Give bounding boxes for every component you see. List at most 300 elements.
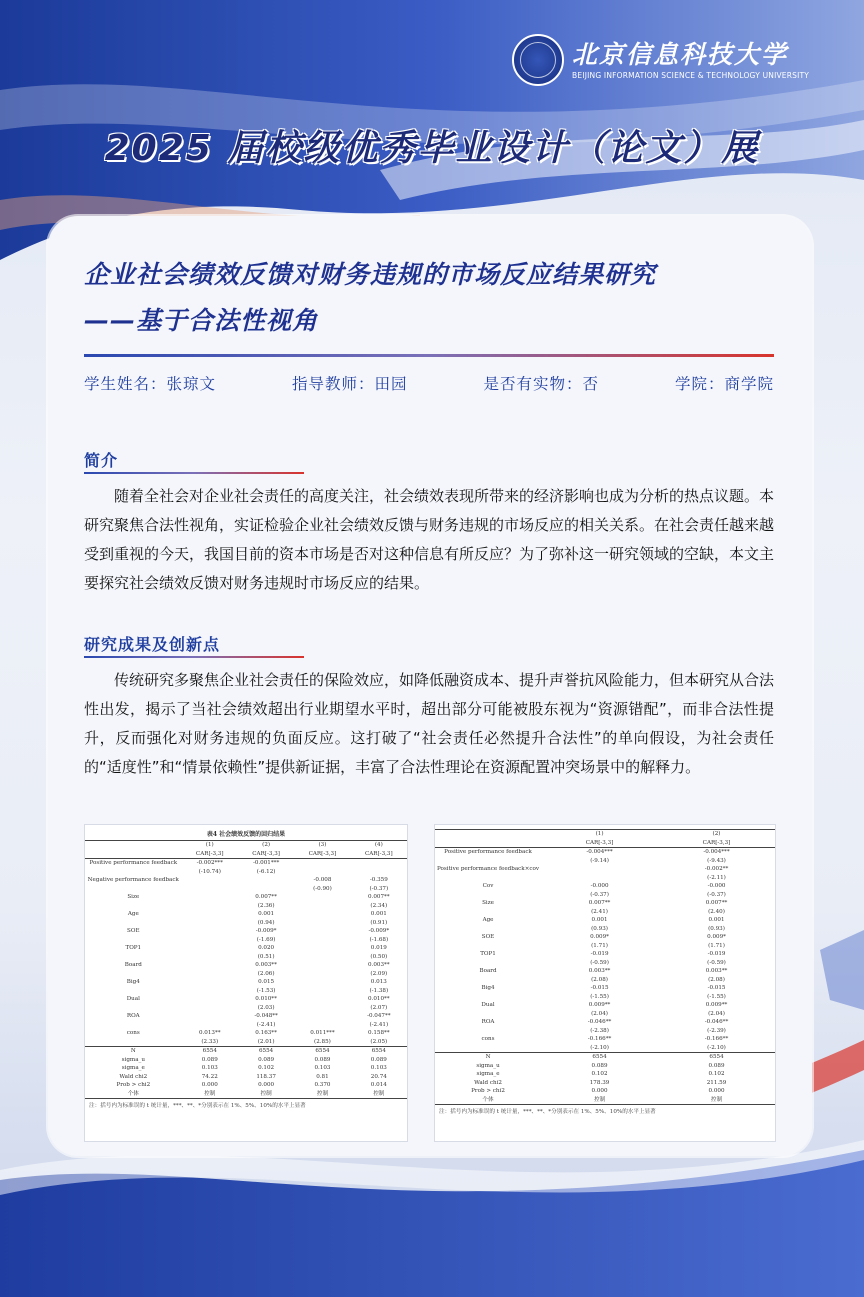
table_right-cell: (-2.10) <box>707 1044 726 1051</box>
table_left-cell: (-1.69) <box>256 936 276 943</box>
table_right-row <box>435 1001 775 1010</box>
table_right-cell: (0.93) <box>708 925 725 932</box>
table_left-cell: 0.020 <box>258 945 275 951</box>
student-name: 学生姓名：张琼文 <box>84 375 217 393</box>
table_right-row-label <box>435 1027 541 1036</box>
table_left-cell <box>238 876 294 885</box>
table_right-row <box>435 908 775 917</box>
table_right-stat-cell: 211.59 <box>706 1079 727 1086</box>
table_left-cell: (0.91) <box>370 919 388 926</box>
table_right-cell: (2.41) <box>591 908 608 915</box>
table_left-col-num: (4) <box>351 841 407 850</box>
table_left-header-nums <box>85 841 407 850</box>
table_left-stat-cell: 6554 <box>182 1047 238 1056</box>
table_left-stat-cell: 0.81 <box>316 1073 329 1080</box>
table_left-cell: (2.36) <box>257 902 275 909</box>
table_left-stat-row <box>85 1081 407 1090</box>
regression-table-left <box>84 824 408 1142</box>
results-paragraph: 传统研究多聚焦企业社会责任的保险效应，如降低融资成本、提升声誉抗风险能力，但本研究从合法性出发，揭示了当社会绩效超出行业期望水平时，超出部分可能被股东视为“资源错配”，而非合法性提升，反而强化对财务违规的负面反应。这打破了“社会责任必然提升合法性”的单向假设，为社会责任的“适度性”和“情景依赖性”提供新证据，丰富了合法性理论在资源配置冲突场景中的解释力。 <box>84 671 775 776</box>
table_left-stat-cell: 6554 <box>238 1047 294 1056</box>
table_right-row-label <box>435 1010 541 1019</box>
table_right-row <box>435 857 775 866</box>
table_right-stat-label: 个体 <box>482 1096 494 1103</box>
table_right-cell: (0.93) <box>591 925 608 932</box>
table_left-cell: -0.002*** <box>196 860 223 866</box>
table_right-cell: -0.046** <box>587 1019 612 1025</box>
table_right-cell: 0.009* <box>590 934 609 940</box>
table_left-stat-cell: 0.089 <box>370 1056 387 1063</box>
table-right-note: 注：括号内为标准误的 t 统计量，***、**、*分别表示在 1%、5%、10%的水平上显著 <box>435 1104 775 1117</box>
table_left-cell <box>294 995 350 1004</box>
table_right-cell: (-9.43) <box>707 857 726 864</box>
table_right-row <box>435 1010 775 1019</box>
table_left-col-head: CAR[-3,3] <box>294 850 350 859</box>
table_right-row-label: Dual <box>481 1002 495 1008</box>
table_left-cell: 0.001 <box>258 911 275 917</box>
table_left-row <box>85 987 407 996</box>
paper-title <box>84 252 784 344</box>
table_right-col-num: (1) <box>541 830 658 839</box>
regression-table-right <box>434 824 776 1142</box>
table_right-cell: 0.009* <box>707 934 726 940</box>
table_right-row-label: TOP1 <box>480 951 496 957</box>
table_left-cell <box>182 919 238 928</box>
table_left-stat-cell: 控制 <box>260 1090 272 1097</box>
table_right-row <box>435 1035 775 1044</box>
table_left-cell <box>351 859 407 868</box>
table_left-cell: (-0.90) <box>313 885 332 892</box>
table_left-cell: 0.001 <box>370 911 387 917</box>
table_right-cell: -0.000 <box>590 883 609 889</box>
table_right-cell: (2.08) <box>708 976 725 983</box>
table_left-row-label: cons <box>126 1030 140 1036</box>
table_right-stat-row <box>435 1096 775 1105</box>
poster-card <box>48 216 812 1156</box>
table_right-row-label <box>435 976 541 985</box>
table_right-row <box>435 891 775 900</box>
table_left-row-label: Age <box>127 911 139 917</box>
table_left-stat-cell: 0.103 <box>201 1065 218 1071</box>
table_left-cell: 0.007** <box>255 894 277 900</box>
table_left-cell: (-6.12) <box>256 868 276 875</box>
table_right-stat-cell: 0.089 <box>591 1062 608 1069</box>
table_left-row <box>85 919 407 928</box>
table_left-cell <box>238 885 294 894</box>
table_left-cell <box>294 1012 350 1021</box>
table_right-cell: -0.000 <box>707 883 726 889</box>
table_left-cell <box>182 944 238 953</box>
table_left-stat-label: sigma_e <box>121 1065 145 1071</box>
table_right-stat-label: Prob > chi2 <box>471 1088 505 1094</box>
table_left-stat-cell: 0.014 <box>370 1082 387 1088</box>
table_right-cell: (-0.59) <box>590 959 609 966</box>
table_right-row <box>435 993 775 1002</box>
table_left-row <box>85 936 407 945</box>
table_right-stat-row <box>435 1087 775 1096</box>
table_right-stat-label: N <box>435 1053 541 1062</box>
table_left-row-label: SOE <box>127 928 140 934</box>
university-name-en: BEIJING INFORMATION SCIENCE & TECHNOLOGY UNIVERSITY <box>572 70 810 80</box>
table_right-row <box>435 865 775 874</box>
table_left-cell: -0.009* <box>368 928 390 934</box>
table_right-cell: -0.015 <box>707 985 726 991</box>
table_left-col-num: (3) <box>294 841 350 850</box>
table_left-stat-row <box>85 1047 407 1056</box>
table_left-cell: 0.010** <box>368 996 390 1002</box>
table_left-stat-row <box>85 1073 407 1082</box>
table_right-row-label <box>435 925 541 934</box>
table_left-row <box>85 1012 407 1021</box>
table_left-stat-row <box>85 1090 407 1099</box>
table_left-cell <box>294 936 350 945</box>
table_left-row-label <box>85 936 182 945</box>
table_left-row-label: Big4 <box>126 979 140 985</box>
table_right-row-label <box>435 959 541 968</box>
table_right-row <box>435 925 775 934</box>
table_left-cell: 0.015 <box>258 979 275 985</box>
intro-heading: 简介 <box>84 451 119 470</box>
table_left-cell <box>294 927 350 936</box>
table_right-row <box>435 848 775 857</box>
table_left-cell: (-2.41) <box>256 1021 276 1028</box>
table_left-col-num: (1) <box>182 841 238 850</box>
table_left-corner <box>85 841 182 850</box>
table_right-cell: 0.003** <box>588 968 611 974</box>
table_right-row <box>435 916 775 925</box>
table_left-cell <box>294 987 350 996</box>
table_left-row-label <box>85 885 182 894</box>
table_left-col-head: CAR[-3,3] <box>182 850 238 859</box>
table_left-cell <box>294 944 350 953</box>
table_left-cell <box>294 868 350 877</box>
table_right-stat-label: Wald chi2 <box>474 1079 502 1086</box>
table_right-row-label <box>435 874 541 883</box>
table_right-corner <box>435 830 541 839</box>
table_left-cell <box>294 902 350 911</box>
table_left-cell: (2.07) <box>370 1004 388 1011</box>
table_left-stat-cell: 0.103 <box>370 1065 387 1071</box>
table_right-stat-cell: 0.089 <box>708 1062 725 1069</box>
table_left-cell: (2.34) <box>370 902 388 909</box>
table_left-cell: 0.158** <box>368 1030 390 1036</box>
table_right-cell: (-2.11) <box>707 874 726 881</box>
table_right-cell: -0.166** <box>704 1036 729 1042</box>
university-seal-icon <box>512 34 564 86</box>
table_left-row <box>85 902 407 911</box>
table_left-stat-cell: 6554 <box>294 1047 350 1056</box>
table_right-row <box>435 959 775 968</box>
table_right-stat-cell: 0.000 <box>708 1088 725 1094</box>
table_right-stat-cell: 控制 <box>710 1096 723 1103</box>
table_right-cell: -0.019 <box>707 951 726 957</box>
table_left-cell <box>182 961 238 970</box>
table_right-cell: 0.003** <box>705 968 728 974</box>
table_left-stat-cell: 0.000 <box>201 1082 218 1088</box>
table_left-cell: (-1.53) <box>256 987 276 994</box>
table_left-stat-cell: 0.102 <box>258 1065 275 1071</box>
table_right-row-label: Big4 <box>481 985 495 991</box>
table-left-caption: 表4 社会绩效反馈的回归结果 <box>206 831 286 838</box>
table_right-cell: (2.08) <box>591 976 608 983</box>
table_left-row <box>85 961 407 970</box>
table_left-stat-label: Prob > chi2 <box>116 1082 151 1088</box>
table_left-row-label: Dual <box>126 996 140 1002</box>
table_left-cell: 0.010** <box>255 996 277 1002</box>
table_right-cell: (-9.14) <box>590 857 609 864</box>
table_left-cell: (2.01) <box>257 1038 275 1045</box>
table_right-cell: -0.015 <box>590 985 609 991</box>
table_right-stat-cell: 控制 <box>593 1096 606 1103</box>
table_left-cell: 0.011*** <box>310 1030 335 1036</box>
table_left-cell <box>294 961 350 970</box>
table_left-cell <box>182 885 238 894</box>
table_left-cell: -0.008 <box>313 877 332 883</box>
table_left-stat-cell: 控制 <box>316 1090 329 1097</box>
table_left-cell: (2.85) <box>314 1038 331 1045</box>
table-left-note: 注：括号内为标准误的 t 统计量，***、**、*分别表示在 1%、5%、10%的水平上显著 <box>85 1098 407 1111</box>
table_left-row <box>85 978 407 987</box>
table_left-row <box>85 1038 407 1047</box>
exhibition-title: 2025 届校级优秀毕业设计（论文）展 <box>104 128 760 169</box>
table_left-cell <box>294 978 350 987</box>
table_right-row <box>435 984 775 993</box>
table_left-cell: -0.359 <box>369 877 388 883</box>
table_left-stat-cell: 0.000 <box>258 1082 275 1088</box>
table_left-row <box>85 1004 407 1013</box>
table_left-cell <box>294 1021 350 1030</box>
table_right-cell: -0.004*** <box>586 849 613 855</box>
table_right-cell: (-2.38) <box>590 1027 609 1034</box>
paper-title-line1: 企业社会绩效反馈对财务违规的市场反应结果研究 <box>84 260 657 289</box>
table_right-row-label <box>435 857 541 866</box>
table_left-stat-label: sigma_u <box>121 1056 145 1063</box>
table_right-row-label: Positive performance feedback×cov <box>437 866 540 872</box>
table_left-cell: 0.003** <box>255 962 277 968</box>
table_right-cell <box>541 874 658 883</box>
table_left-cell <box>294 953 350 962</box>
table_right-corner <box>435 839 541 848</box>
table_left-cell: (0.50) <box>370 953 388 960</box>
table_right-cell: (2.04) <box>708 1010 725 1017</box>
table_left-cell: (-0.37) <box>369 885 389 892</box>
table_left-col-num: (2) <box>238 841 294 850</box>
results-underline <box>84 656 304 658</box>
table_left-stat-cell: 118.37 <box>256 1073 276 1080</box>
table_left-cell: (0.51) <box>257 953 275 960</box>
table_right-row-label <box>435 942 541 951</box>
table_left-row-label: TOP1 <box>125 945 142 951</box>
table_right-col-head: CAR[-3,3] <box>541 839 658 848</box>
table_right-cell: (-0.37) <box>590 891 609 898</box>
table_left-stat-cell: 20.74 <box>370 1073 387 1080</box>
table_left-cell: (-1.38) <box>369 987 389 994</box>
table_right-cell: 0.007** <box>588 900 611 906</box>
table_right-stat-cell: 178.39 <box>589 1079 610 1086</box>
table_right-cell <box>541 865 658 874</box>
table_right-stat-cell: 6554 <box>658 1053 775 1062</box>
table_right-stat-row <box>435 1053 775 1062</box>
table_left-cell: (2.05) <box>370 1038 388 1045</box>
table_left-row <box>85 859 407 868</box>
table_left-cell: 0.013 <box>370 979 387 985</box>
results-heading: 研究成果及创新点 <box>84 635 221 654</box>
table_left-cell <box>294 970 350 979</box>
table_right-header-nums <box>435 830 775 839</box>
table_left-cell: -0.048** <box>254 1013 278 1019</box>
table_left-cell <box>182 970 238 979</box>
table_left-header-vars <box>85 850 407 859</box>
table_left-cell <box>294 910 350 919</box>
table_right-cell: -0.019 <box>590 951 609 957</box>
table_left-stat-label: N <box>85 1047 182 1056</box>
table_left-row <box>85 953 407 962</box>
table_left-row-label: Negative performance feedback <box>87 877 179 883</box>
table_right-cell: 0.001 <box>708 917 725 923</box>
table_left-row <box>85 1021 407 1030</box>
table_left-corner <box>85 850 182 859</box>
table_right-cell: (2.40) <box>708 908 725 915</box>
table_right-row <box>435 1044 775 1053</box>
table_right-cell: (-1.55) <box>707 993 726 1000</box>
table_left-row-label <box>85 868 182 877</box>
table_left-stat-cell: 0.089 <box>201 1056 218 1063</box>
table_right-cell: (-0.37) <box>707 891 726 898</box>
table_left-row-label <box>85 1021 182 1030</box>
table_left-cell <box>182 893 238 902</box>
table_right-stat-label: sigma_u <box>476 1062 500 1069</box>
table_right-cell: (-0.59) <box>707 959 726 966</box>
university-logo <box>512 30 832 90</box>
table_left-cell <box>182 876 238 885</box>
table_right-row <box>435 1027 775 1036</box>
table-left-grid <box>85 840 407 1098</box>
table_left-col-head: CAR[-3,3] <box>351 850 407 859</box>
table_right-row-label: Board <box>479 968 497 974</box>
table_left-stat-label: Wald chi2 <box>119 1073 148 1080</box>
table_left-cell <box>182 987 238 996</box>
table_right-stat-row <box>435 1079 775 1088</box>
paper-title-line2: ——基于合法性视角 <box>84 306 319 335</box>
table_left-cell: 0.007** <box>368 894 390 900</box>
table_right-row-label: Cov <box>482 883 494 889</box>
table_right-row-label <box>435 993 541 1002</box>
advisor-name: 指导教师：田园 <box>291 375 408 393</box>
table_right-row <box>435 882 775 891</box>
table_left-stat-cell: 0.089 <box>258 1056 275 1063</box>
table_right-row-label: Size <box>482 900 494 906</box>
table_right-stat-row <box>435 1070 775 1079</box>
table_left-cell: (0.94) <box>257 919 275 926</box>
table_left-cell <box>182 1004 238 1013</box>
table_left-row-label <box>85 970 182 979</box>
table_left-row-label <box>85 1004 182 1013</box>
table_right-stat-label: sigma_e <box>476 1071 500 1077</box>
table_right-stat-cell: 0.102 <box>591 1071 608 1077</box>
table_right-cell: -0.004*** <box>703 849 730 855</box>
table_right-cell: (-1.55) <box>590 993 609 1000</box>
table_left-cell <box>182 927 238 936</box>
table_right-row <box>435 942 775 951</box>
intro-underline <box>84 472 304 474</box>
table_left-cell <box>351 868 407 877</box>
table_left-cell <box>182 978 238 987</box>
table_left-stat-cell: 74.22 <box>201 1073 218 1080</box>
table_right-cell: 0.009** <box>705 1002 728 1008</box>
table_right-row-label: ROA <box>481 1019 495 1025</box>
table_right-row-label: SOE <box>481 934 495 940</box>
table_right-row <box>435 933 775 942</box>
table_left-row-label <box>85 953 182 962</box>
table_left-cell: (2.33) <box>201 1038 219 1045</box>
table_left-cell: 0.013** <box>198 1030 221 1036</box>
college-name: 学院：商学院 <box>674 375 774 393</box>
table_left-row-label <box>85 902 182 911</box>
table_left-row <box>85 893 407 902</box>
table_right-cell: 0.009** <box>588 1002 611 1008</box>
table_left-row <box>85 927 407 936</box>
physical-item: 是否有实物：否 <box>483 375 599 393</box>
table_right-cell: -0.046** <box>704 1019 729 1025</box>
table_left-cell: (-10.74) <box>198 868 221 875</box>
table_right-cell: (1.71) <box>591 942 608 949</box>
table_left-stat-cell: 0.370 <box>314 1082 331 1088</box>
table_left-cell: (-2.41) <box>369 1021 389 1028</box>
table_right-row-label: cons <box>481 1036 495 1042</box>
university-name-cn: 北京信息科技大学 <box>572 39 789 69</box>
table_left-row <box>85 1029 407 1038</box>
table_right-cell: -0.002** <box>704 866 729 872</box>
table_left-cell: 0.003** <box>368 962 390 968</box>
table_left-stat-cell: 控制 <box>373 1090 385 1097</box>
table_left-cell <box>182 953 238 962</box>
table_left-cell <box>294 1004 350 1013</box>
table_left-cell: (2.03) <box>257 1004 275 1011</box>
table_right-row-label <box>435 908 541 917</box>
table_left-cell: -0.047** <box>367 1013 391 1019</box>
table_left-stat-cell: 0.103 <box>314 1065 331 1071</box>
table_right-row <box>435 899 775 908</box>
table_left-cell: (-1.68) <box>369 936 389 943</box>
table_right-row <box>435 950 775 959</box>
table_left-row-label: Positive performance feedback <box>89 860 178 866</box>
table_right-row <box>435 967 775 976</box>
table_left-stat-row <box>85 1056 407 1065</box>
table_right-row <box>435 874 775 883</box>
table_left-cell: 0.019 <box>370 945 387 951</box>
table_left-row <box>85 970 407 979</box>
table_left-row-label: ROA <box>126 1013 140 1019</box>
table_left-stat-label: 个体 <box>127 1090 139 1097</box>
table_left-cell <box>182 1021 238 1030</box>
table_right-row-label: Positive performance feedback <box>444 849 532 855</box>
table_left-cell <box>182 936 238 945</box>
table_right-cell: (-2.39) <box>707 1027 726 1034</box>
table_left-cell: -0.009* <box>255 928 277 934</box>
table_left-stat-cell: 0.089 <box>314 1056 331 1063</box>
table_left-row-label <box>85 919 182 928</box>
table_right-col-num: (2) <box>658 830 775 839</box>
intro-paragraph: 随着全社会对企业社会责任的高度关注，社会绩效表现所带来的经济影响也成为分析的热点议题。本研究聚焦合法性视角，实证检验企业社会绩效反馈与财务违规的市场反应的相关关系。在社会责任越来越受到重视的今天，我国目前的资本市场是否对这种信息有所反应？为了弥补这一研究领域的空缺，本文主要探究社会绩效反馈对财务违规时市场反应的结果。 <box>84 487 775 592</box>
table_right-col-head: CAR[-3,3] <box>658 839 775 848</box>
table_left-stat-cell: 6554 <box>351 1047 407 1056</box>
table_left-stat-row <box>85 1064 407 1073</box>
table_left-cell <box>294 859 350 868</box>
table_left-row <box>85 868 407 877</box>
table_left-row-label: Board <box>124 962 142 968</box>
meta-info-row <box>84 372 774 394</box>
table_left-col-head: CAR[-3,3] <box>238 850 294 859</box>
table_left-cell: (2.09) <box>370 970 388 977</box>
